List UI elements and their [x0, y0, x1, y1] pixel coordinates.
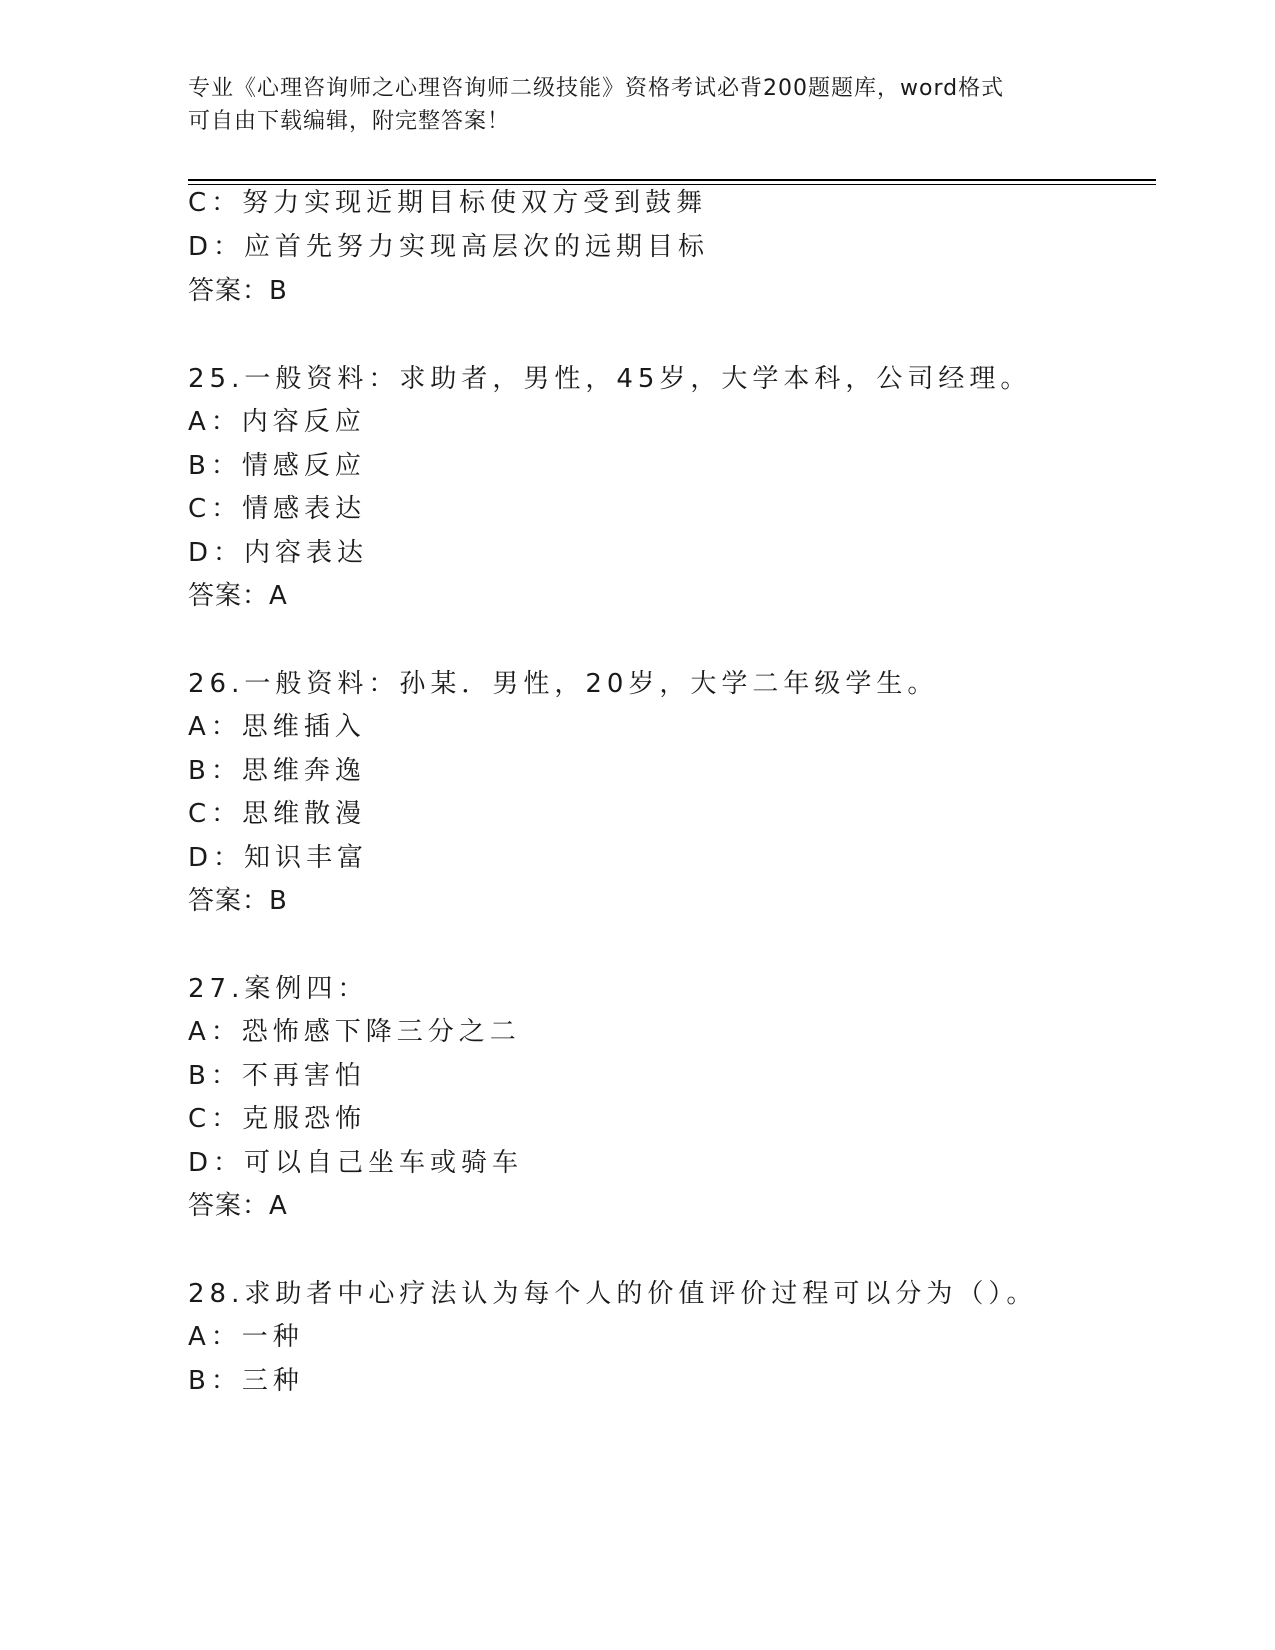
prev-answer: 答案：B — [188, 276, 288, 306]
question-stem: 27.案例四： — [188, 974, 369, 1004]
question-stem: 25.一般资料：求助者，男性，45岁，大学本科，公司经理。 — [188, 364, 1032, 394]
header-rule-thick — [188, 179, 1156, 181]
option-a: A：一种 — [188, 1322, 304, 1352]
option-d: D：内容表达 — [188, 538, 369, 568]
answer: 答案：A — [188, 1191, 288, 1221]
option-a: A：恐怖感下降三分之二 — [188, 1017, 521, 1047]
option-a: A：内容反应 — [188, 407, 366, 437]
option-d: D：可以自己坐车或骑车 — [188, 1148, 524, 1178]
option-b: B：情感反应 — [188, 451, 366, 481]
option-c: C：思维散漫 — [188, 799, 367, 829]
option-b: B：不再害怕 — [188, 1061, 366, 1091]
question-stem: 28.求助者中心疗法认为每个人的价值评价过程可以分为（）。 — [188, 1279, 1038, 1309]
option-d: D：知识丰富 — [188, 843, 369, 873]
header-line-2: 可自由下载编辑，附完整答案！ — [188, 109, 511, 134]
option-b: B：三种 — [188, 1366, 304, 1396]
prev-option-c: C：努力实现近期目标使双方受到鼓舞 — [188, 188, 708, 218]
question-stem: 26.一般资料：孙某．男性，20岁，大学二年级学生。 — [188, 669, 939, 699]
prev-option-d: D：应首先努力实现高层次的远期目标 — [188, 232, 710, 262]
document-header — [188, 72, 1088, 138]
option-a: A：思维插入 — [188, 712, 366, 742]
header-rule-thin — [188, 184, 1156, 185]
header-line-1: 专业《心理咨询师之心理咨询师二级技能》资格考试必背200题题库，word格式 — [188, 76, 1005, 101]
option-b: B：思维奔逸 — [188, 756, 366, 786]
answer: 答案：B — [188, 886, 288, 916]
option-c: C：克服恐怖 — [188, 1104, 367, 1134]
answer: 答案：A — [188, 581, 288, 611]
option-c: C：情感表达 — [188, 494, 367, 524]
